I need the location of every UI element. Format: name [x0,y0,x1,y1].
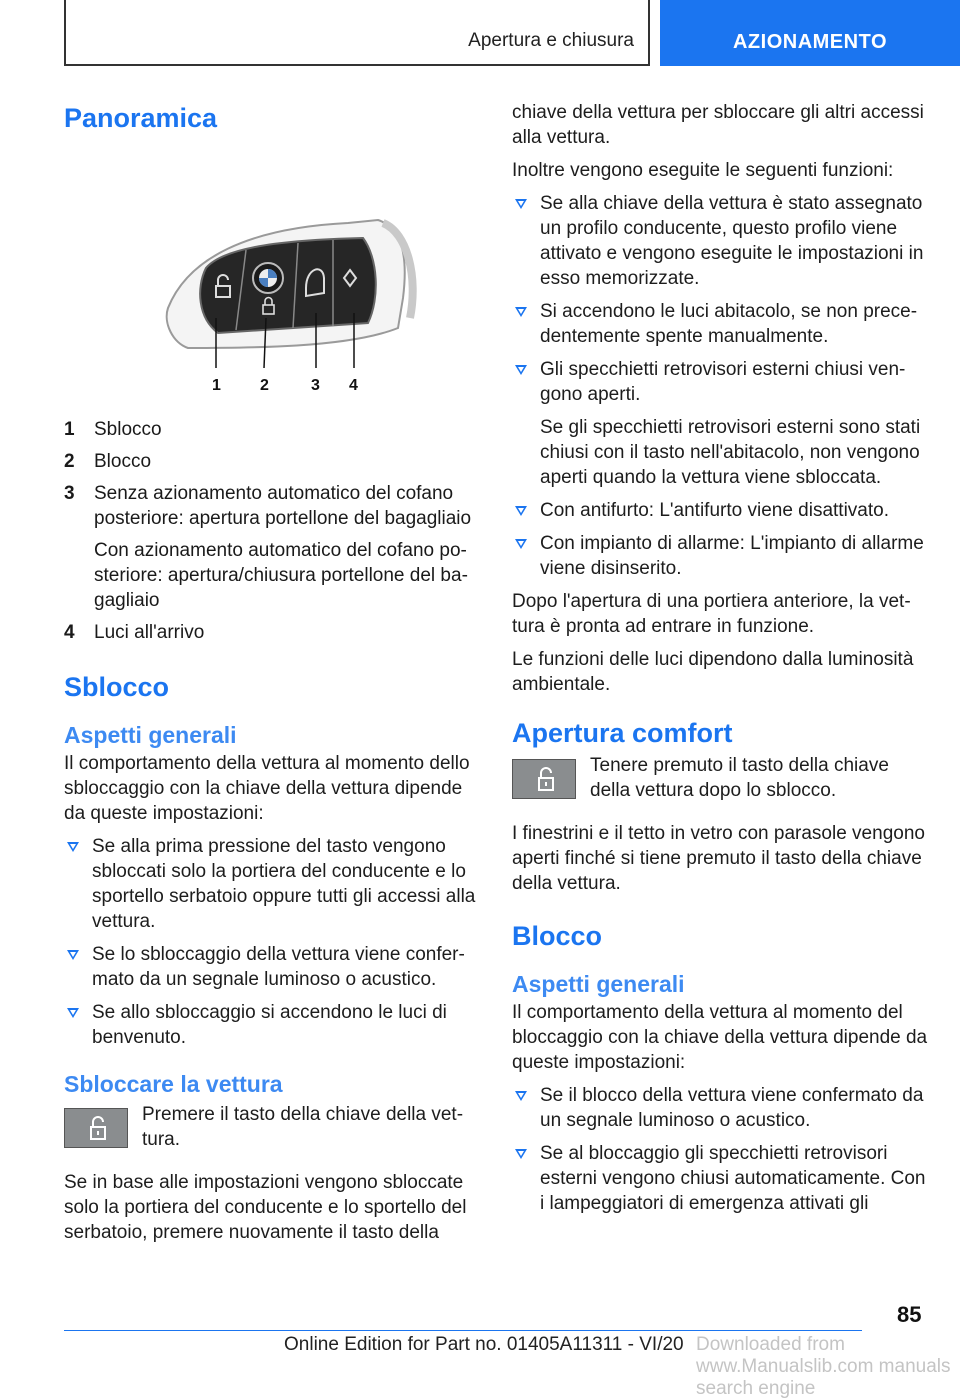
list-item-note: Se gli specchietti retrovisori esterni sono stati chiusi con il tasto nell'abitacolo, non vengono aperti quando la vettura viene sbloccata. [540,417,921,488]
list-item: Se al bloccaggio gli specchietti retrovisori esterni vengono chiusi automaticamente. Con i lampeggiatori di emergenza attivati gli [512,1141,928,1216]
footer-divider [64,1330,862,1331]
legend-item: 1 Sblocco [64,419,162,440]
unlock-button-icon [64,1108,128,1148]
paragraph-continuation: chiave della vettura per sbloccare gli altri accessi alla vettura. [512,102,924,148]
header-chapter-label: AZIONAMENTO [732,31,887,53]
unlock-instruction: Premere il tasto della chiave della vettura. [64,1102,478,1152]
list-item: Se lo sbloccaggio della vettura viene confermato da un segnale luminoso o acustico. [64,942,478,992]
bullet-triangle-icon [67,842,79,852]
heading-apertura-comfort: Apertura comfort [512,718,733,748]
list-item: Se alla chiave della vettura è stato assegnato un profilo conducente, questo profilo viene attivato e vengono eseguite le impostazioni in esso memorizzate. [512,191,928,291]
paragraph-aspetti-blocco: Il comportamento della vettura al momento del bloccaggio con la chiave della vettura dipende da queste impostazioni: [512,1002,928,1073]
bullet-triangle-icon [515,199,527,209]
bullet-triangle-icon [515,506,527,516]
comfort-instruction: Tenere premuto il tasto della chiave della vettura dopo lo sblocco. [512,753,928,803]
list-item: Si accendono le luci abitacolo, se non precedentemente spente manualmente. [512,299,928,349]
bullet-triangle-icon [515,1091,527,1101]
left-column [64,100,478,1245]
header-section-title: Apertura e chiusura [468,30,634,51]
paragraph-inoltre: Inoltre vengono eseguite le seguenti funzioni: [512,160,894,181]
callout-2: 2 [260,377,269,394]
header-chapter-tab[interactable] [660,0,960,66]
bmw-roundel-icon [253,263,283,293]
paragraph-finestrini: I finestrini e il tetto in vetro con parasole vengono aperti finché si tiene premuto il tasto della chiave della vettura. [512,823,925,894]
heading-blocco: Blocco [512,921,603,951]
list-item: Con antifurto: L'antifurto viene disattivato. [512,498,928,523]
callout-3: 3 [311,377,320,394]
bullet-triangle-icon [67,950,79,960]
paragraph-sbloccare: Se in base alle impostazioni vengono sbloccate solo la portiera del conducente e lo sportello del serbatoio, premere nuovamente il tasto della [64,1172,467,1243]
bullet-triangle-icon [67,1008,79,1018]
legend-item: 4 Luci all'arrivo [64,622,205,643]
bullet-triangle-icon [515,365,527,375]
legend-item: 2 Blocco [64,451,152,472]
footer-watermark: Downloaded from www.Manualslib.com manuals search engine [696,1334,951,1399]
legend-list [64,417,478,645]
heading-aspetti-generali-blocco: Aspetti generali [512,971,685,997]
bullet-triangle-icon [515,307,527,317]
callout-4: 4 [349,377,358,394]
right-column [512,100,928,1216]
footer-edition: Online Edition for Part no. 01405A11311 - VI/20 [284,1334,684,1355]
paragraph-aspetti: Il comportamento della vettura al momento dello sbloccaggio con la chiave della vettura dipende da queste impostazioni: [64,753,470,824]
bullet-triangle-icon [515,1149,527,1159]
list-item: Gli specchietti retrovisori esterni chiusi vengono aperti. [512,357,928,407]
heading-sbloccare-vettura: Sbloccare la vettura [64,1071,283,1097]
list-item: Se il blocco della vettura viene confermato da un segnale luminoso o acustico. [512,1083,928,1133]
bullet-triangle-icon [515,539,527,549]
list-item: Se alla prima pressione del tasto vengono sbloccati solo la portiera del conducente e lo sportello serbatoio oppure tutti gli accessi alla vettura. [64,834,478,934]
heading-panoramica: Panoramica [64,103,218,133]
paragraph-dopo: Dopo l'apertura di una portiera anteriore, la vettura è pronta ad entrare in funzione. [512,591,911,637]
heading-sblocco: Sblocco [64,672,170,702]
unlock-button-icon [512,759,576,799]
page-number: 85 [897,1302,922,1327]
heading-aspetti-generali: Aspetti generali [64,722,237,748]
legend-item: 3 Senza azionamento automatico del cofano posteriore: apertura portellone del bagagliaio [64,483,472,529]
list-item: Se allo sbloccaggio si accendono le luci di benvenuto. [64,1000,478,1050]
car-key-illustration [128,198,428,398]
header-frame [64,0,650,66]
list-item: Con impianto di allarme: L'impianto di allarme viene disinserito. [512,531,928,581]
legend-item-note: Con azionamento automatico del cofano posteriore: apertura/chiusura portellone del bagagliaio [94,540,468,611]
paragraph-funzioni: Le funzioni delle luci dipendono dalla luminosità ambientale. [512,649,914,695]
callout-1: 1 [212,377,221,394]
